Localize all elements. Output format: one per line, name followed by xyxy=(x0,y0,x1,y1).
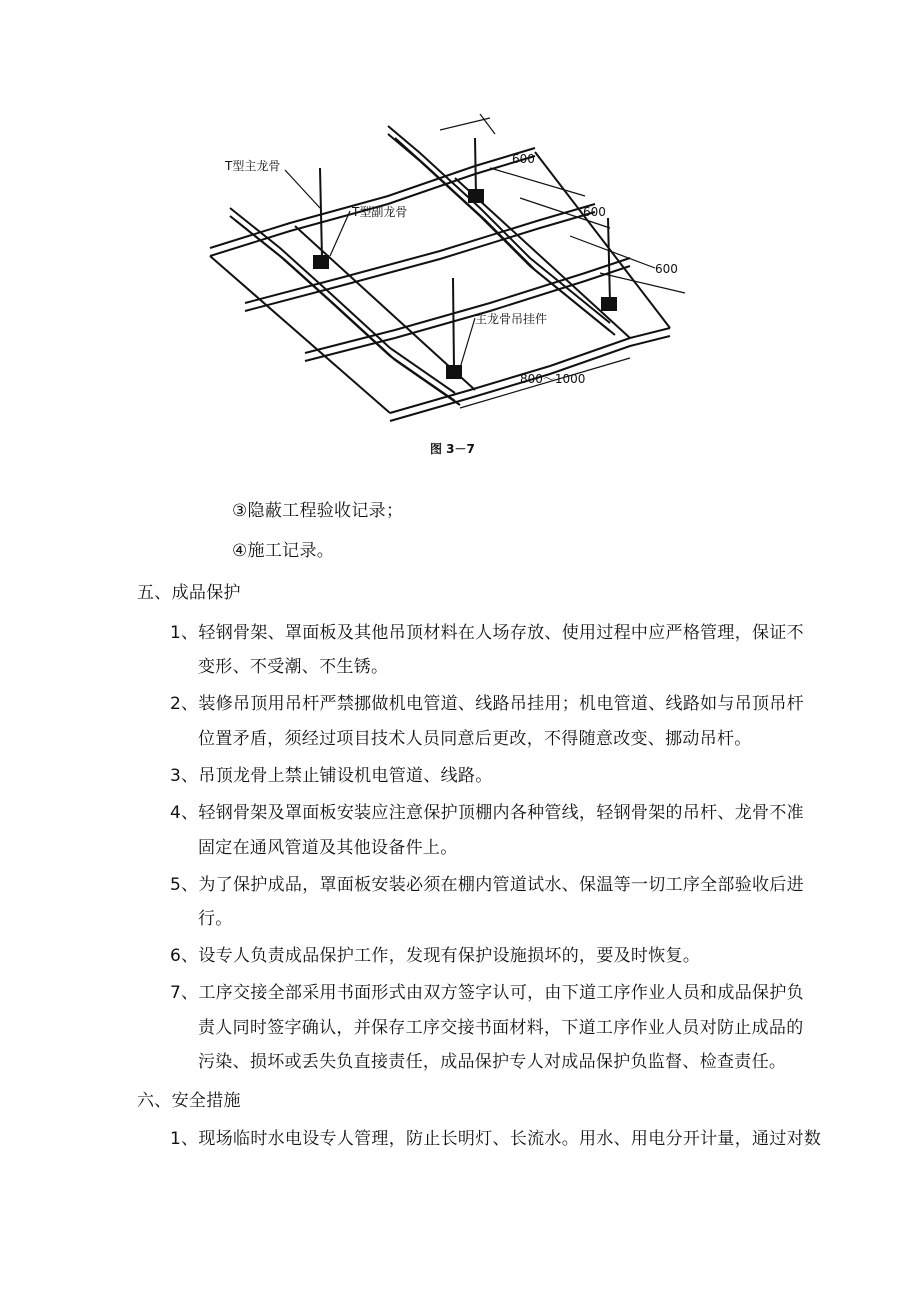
grid-drawing xyxy=(210,114,685,421)
ceiling-grid-figure xyxy=(190,108,730,468)
label-hanger: 主龙骨吊挂件 xyxy=(475,312,548,326)
section6-title: 六、安全措施 xyxy=(137,1091,241,1111)
section5-item-7-line-1: 7、工序交接全部采用书面形式由双方签字认可，由下道工序作业人员和成品保护负 xyxy=(170,983,804,1003)
section6-item-1-line-1: 1、现场临时水电设专人管理，防止长明灯、长流水。用水、用电分开计量，通过对数 xyxy=(170,1129,822,1149)
label-dim-1: 600 xyxy=(512,152,535,166)
section5-item-2-line-2: 位置矛盾，须经过项目技术人员同意后更改，不得随意改变、挪动吊杆。 xyxy=(198,729,752,749)
section5-title: 五、成品保护 xyxy=(137,583,241,603)
section5-item-7-line-3: 污染、损坏或丢失负直接责任，成品保护专人对成品保护负监督、检查责任。 xyxy=(198,1052,787,1072)
label-dim-2: 600 xyxy=(583,205,606,219)
section5-item-7-line-2: 责人同时签字确认，并保存工序交接书面材料，下道工序作业人员对防止成品的 xyxy=(198,1018,804,1038)
list-prev-item-4: ④施工记录。 xyxy=(232,541,335,561)
section5-item-4-line-1: 4、轻钢骨架及罩面板安装应注意保护顶棚内各种管线，轻钢骨架的吊杆、龙骨不准 xyxy=(170,803,804,823)
label-dim-3: 600 xyxy=(655,262,678,276)
section5-item-1-line-2: 变形、不受潮、不生锈。 xyxy=(198,657,389,677)
section5-item-6-line-1: 6、设专人负责成品保护工作，发现有保护设施损坏的，要及时恢复。 xyxy=(170,946,701,966)
label-main-keel: T型主龙骨 xyxy=(225,159,281,173)
section5-item-1-line-1: 1、轻钢骨架、罩面板及其他吊顶材料在人场存放、使用过程中应严格管理，保证不 xyxy=(170,623,804,643)
label-span: 800～1000 xyxy=(520,372,586,386)
section5-item-5-line-2: 行。 xyxy=(198,909,233,929)
list-prev-item-3: ③隐蔽工程验收记录； xyxy=(232,501,404,521)
figure-caption: 图 3－7 xyxy=(430,442,475,456)
section5-item-2-line-1: 2、装修吊顶用吊杆严禁挪做机电管道、线路吊挂用；机电管道、线路如与吊顶吊杆 xyxy=(170,694,804,714)
section5-item-3-line-1: 3、吊顶龙骨上禁止铺设机电管道、线路。 xyxy=(170,766,493,786)
section5-item-4-line-2: 固定在通风管道及其他设备件上。 xyxy=(198,838,458,858)
label-sub-keel: T型副龙骨 xyxy=(352,205,408,219)
section5-item-5-line-1: 5、为了保护成品，罩面板安装必须在棚内管道试水、保温等一切工序全部验收后进 xyxy=(170,875,804,895)
